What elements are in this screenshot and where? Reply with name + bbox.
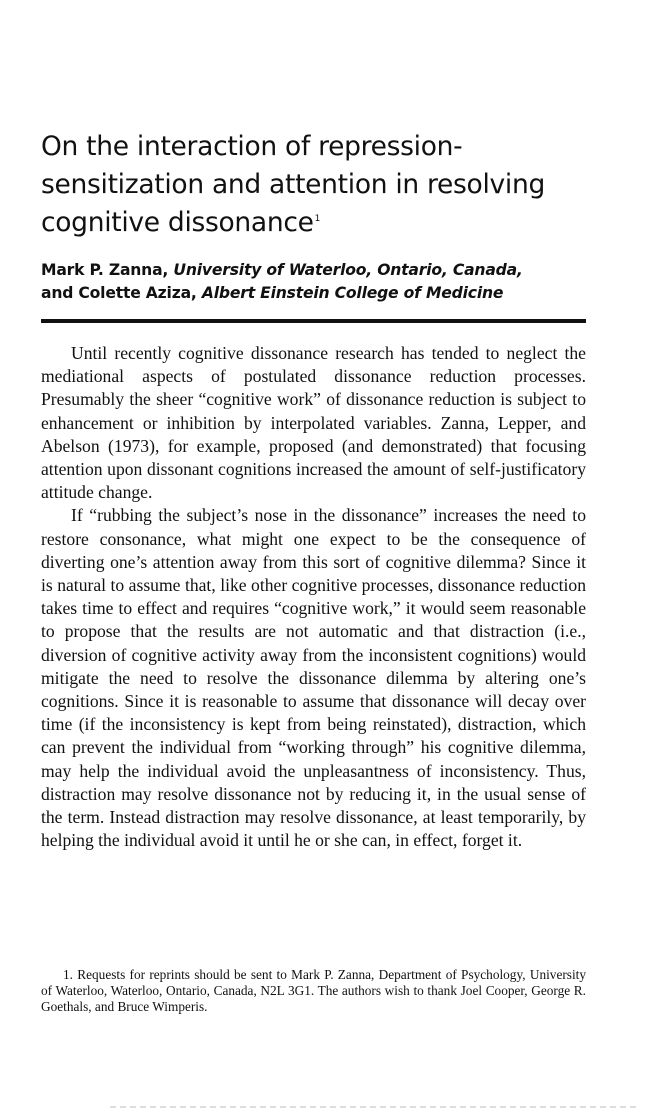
footnote: 1. Requests for reprints should be sent to Mark P. Zanna, Department of Psychology, University of Waterloo, Waterloo, Ontario, Canada, N2L 3G1. The authors wish to thank Joel Cooper, George R. Goethals, and Bruce Wimperis.	[41, 967, 586, 1014]
author1-affiliation: University of Waterloo, Ontario, Canada,	[173, 261, 523, 279]
article-title-text: On the interaction of repression-sensitization and attention in resolving cognitive dissonance	[41, 131, 545, 238]
body-paragraph-1: Until recently cognitive dissonance research has tended to neglect the mediational aspects of postulated dissonance reduction processes. Presumably the sheer “cognitive work” of dissonance reduction is subject to enhancement or inhibition by interpolated variables. Zanna, Lepper, and Abelson (1973), for example, proposed (and demonstrated) that focusing attention upon dissonant cognitions increased the amount of self-justificatory attitude change.	[41, 343, 586, 503]
author2-affiliation: Albert Einstein College of Medicine	[201, 283, 504, 302]
body-paragraph-2: If “rubbing the subject’s nose in the dissonance” increases the need to restore consonance, what might one expect to be the consequence of diverting one’s attention away from this sort of cognitive dilemma? Since it is natural to assume that, like other cognitive processes, dissonance reduction takes time to effect and requires “cognitive work,” it would seem reasonable to propose that the results are not automatic and that distraction (i.e., diversion of cognitive activity away from the inconsistent cognitions) would mitigate the need to resolve the dissonance dilemma by altering one’s cognitions. Since it is reasonable to assume that dissonance will decay over time (if the inconsistency is kept from being reinstated), distraction, which can prevent the individual from “working through” his cognitive dilemma, may help the individual avoid the unpleasantness of inconsistency. Thus, distraction may resolve dissonance not by reducing it, in the usual sense of the term. Instead distraction may resolve dissonance, at least temporarily, by helping the individual avoid it until he or she can, in effect, forget it.	[41, 505, 586, 851]
author-block	[41, 259, 601, 304]
article-title	[41, 128, 601, 242]
author2-name: and Colette Aziza,	[41, 283, 197, 302]
article-body	[41, 342, 586, 852]
author1-name: Mark P. Zanna,	[41, 261, 169, 279]
title-footnote-marker: 1	[314, 214, 321, 225]
header-rule	[41, 319, 586, 323]
scan-artifact-line	[110, 1106, 640, 1108]
